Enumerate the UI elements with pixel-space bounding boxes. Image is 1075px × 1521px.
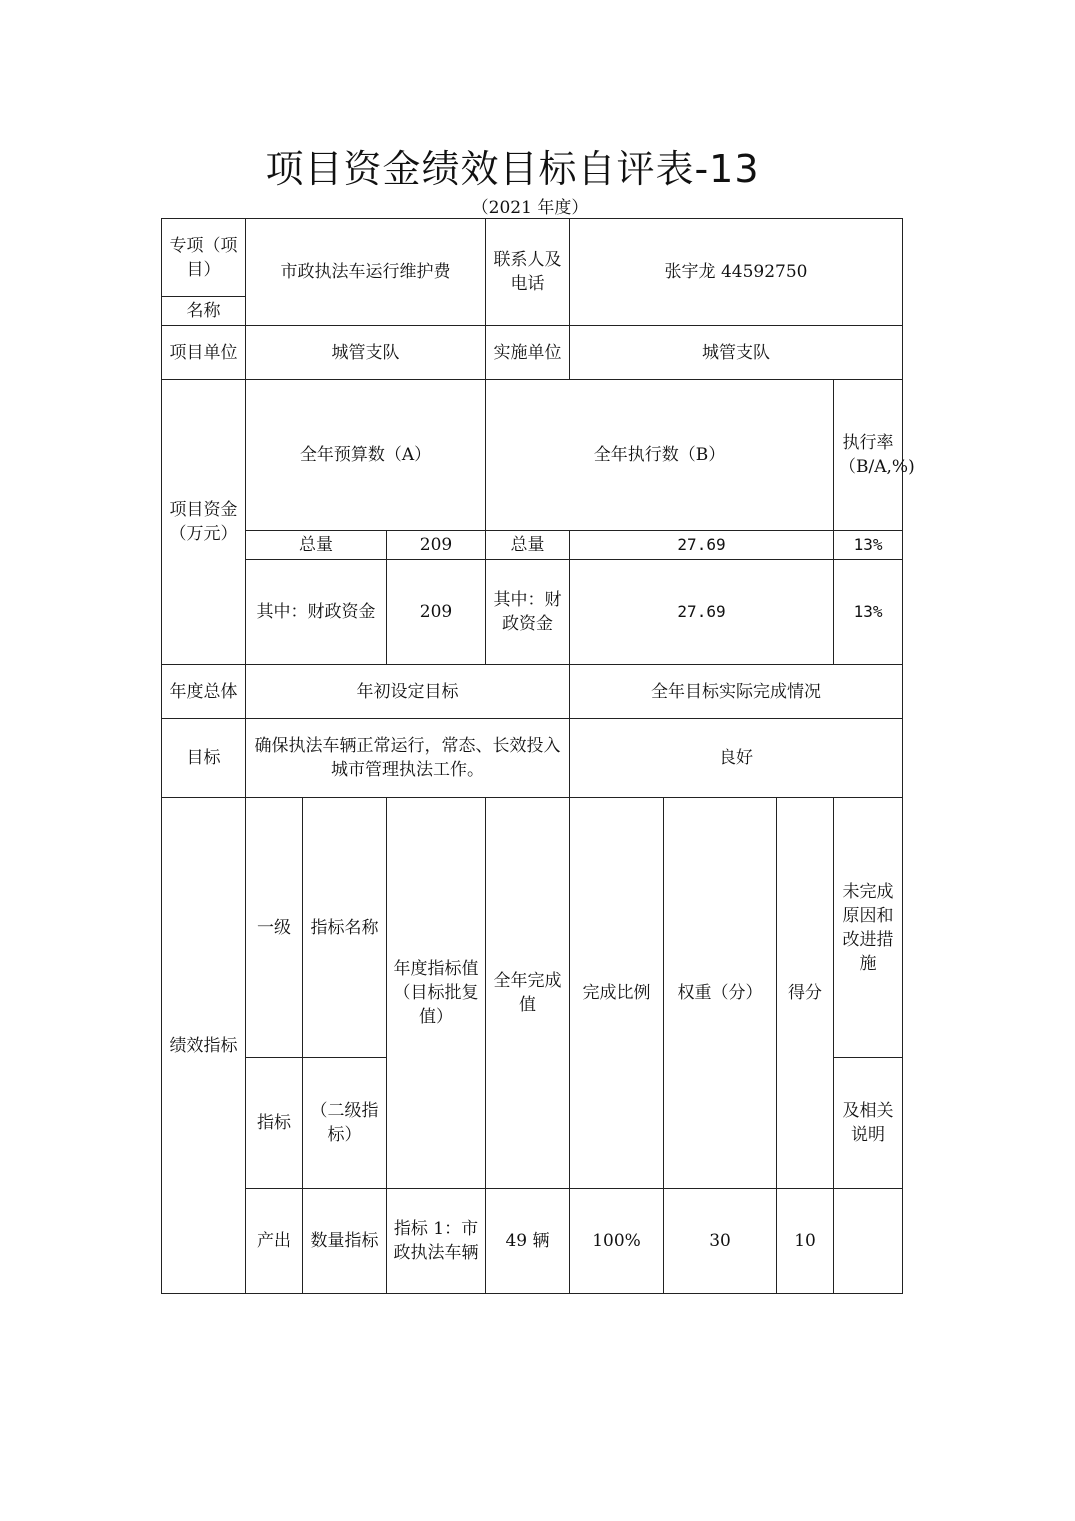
rate-header: 执行率（B/A,%) xyxy=(839,433,915,477)
unit-value-cell xyxy=(246,326,486,380)
fiscal-exec-label-cell xyxy=(486,560,570,665)
contact-value-cell xyxy=(570,219,903,326)
unit-label: 项目单位 xyxy=(169,342,238,363)
total-budget-cell xyxy=(387,531,486,560)
unit-label-cell xyxy=(162,326,246,380)
project-label: 专项（项目） xyxy=(169,235,238,280)
actual-goal-header-cell xyxy=(570,665,903,719)
goal-label-b: 目标 xyxy=(186,748,221,768)
col-weight: 权重（分） xyxy=(677,983,763,1003)
contact-label-cell xyxy=(486,219,570,326)
contact-value: 张宇龙 44592750 xyxy=(664,262,808,282)
col-score: 得分 xyxy=(788,983,823,1003)
row-target-cell xyxy=(387,1189,486,1294)
fiscal-exec-cell xyxy=(570,560,834,665)
initial-goal-value: 确保执法车辆正常运行，常态、长效投入城市管理执法工作。 xyxy=(254,736,561,780)
actual-goal-header: 全年目标实际完成情况 xyxy=(651,681,822,702)
project-label-cell xyxy=(162,219,246,297)
goal-label-a-cell xyxy=(162,665,246,719)
row-target: 指标 1：市政执法车辆 xyxy=(393,1219,479,1263)
fiscal-exec: 27.69 xyxy=(677,602,726,621)
actual-goal-value: 良好 xyxy=(719,748,754,768)
total-rate: 13% xyxy=(853,535,883,554)
table-row xyxy=(162,1189,903,1294)
fiscal-label-cell xyxy=(246,560,387,665)
row-score: 10 xyxy=(794,1231,816,1251)
funds-label-cell xyxy=(162,380,246,665)
col-name-cell xyxy=(303,798,387,1058)
total-rate-cell xyxy=(834,531,903,560)
performance-label: 绩效指标 xyxy=(169,1035,238,1056)
total-exec-label: 总量 xyxy=(510,535,545,555)
col-reason-cell xyxy=(834,798,903,1058)
project-name-cell xyxy=(246,219,486,326)
col-level1-cell xyxy=(246,798,303,1058)
col-actual: 全年完成值 xyxy=(493,971,562,1015)
project-name: 市政执法车运行维护费 xyxy=(280,262,451,282)
col-actual-cell xyxy=(486,798,570,1189)
goal-label-a: 年度总体 xyxy=(169,681,238,702)
row-weight: 30 xyxy=(709,1231,731,1251)
col-ratio-cell xyxy=(570,798,664,1189)
col-score-cell xyxy=(777,798,834,1189)
row-ratio-cell xyxy=(570,1189,664,1294)
initial-goal-header-cell xyxy=(246,665,570,719)
impl-value-cell xyxy=(570,326,903,380)
budget-header-cell xyxy=(246,380,486,531)
exec-header: 全年执行数（B） xyxy=(593,445,726,465)
goal-label-b-cell xyxy=(162,719,246,798)
impl-label-cell xyxy=(486,326,570,380)
col-weight-cell xyxy=(664,798,777,1189)
col-reason: 未完成原因和改进措施 xyxy=(842,881,894,974)
row-level1-cell xyxy=(246,1189,303,1294)
total-exec-cell xyxy=(570,531,834,560)
fiscal-exec-label: 其中：财政资金 xyxy=(493,590,562,634)
initial-goal-value-cell xyxy=(246,719,570,798)
row-reason-cell xyxy=(834,1189,903,1294)
page-subtitle-year: （2021 年度） xyxy=(471,198,589,218)
project-label-b: 名称 xyxy=(186,301,221,321)
actual-goal-value-cell xyxy=(570,719,903,798)
col-name-b: （二级指标） xyxy=(310,1101,379,1145)
row-actual-cell xyxy=(486,1189,570,1294)
total-label-cell xyxy=(246,531,387,560)
col-reason-b: 及相关说明 xyxy=(842,1101,894,1145)
row-level2: 数量指标 xyxy=(310,1231,379,1251)
fiscal-budget: 209 xyxy=(419,602,453,622)
row-actual: 49 辆 xyxy=(505,1231,550,1251)
col-target: 年度指标值（目标批复值） xyxy=(393,959,479,1027)
unit-value: 城管支队 xyxy=(331,342,400,363)
page-title: 项目资金绩效目标自评表-13 xyxy=(265,147,760,191)
project-label-b-cell xyxy=(162,297,246,326)
col-name-b-cell xyxy=(303,1058,387,1189)
row-level2-cell xyxy=(303,1189,387,1294)
budget-header: 全年预算数（A） xyxy=(299,445,432,465)
col-level1-b: 指标 xyxy=(257,1113,291,1133)
total-exec-label-cell xyxy=(486,531,570,560)
impl-value: 城管支队 xyxy=(702,342,771,363)
col-reason-b-cell xyxy=(834,1058,903,1189)
total-label: 总量 xyxy=(299,535,333,555)
contact-label: 联系人及电话 xyxy=(493,250,562,294)
row-ratio: 100% xyxy=(592,1231,641,1251)
total-budget: 209 xyxy=(419,535,453,555)
fiscal-rate-cell xyxy=(834,560,903,665)
row-score-cell xyxy=(777,1189,834,1294)
initial-goal-header: 年初设定目标 xyxy=(356,681,459,702)
self-evaluation-table xyxy=(161,218,915,1294)
exec-header-cell xyxy=(486,380,834,531)
performance-label-cell xyxy=(162,798,246,1294)
col-name: 指标名称 xyxy=(310,917,379,938)
col-level1: 一级 xyxy=(257,917,291,938)
impl-label: 实施单位 xyxy=(493,342,562,363)
row-level1: 产出 xyxy=(257,1231,291,1251)
col-level1-b-cell xyxy=(246,1058,303,1189)
funds-label: 项目资金（万元） xyxy=(169,500,238,544)
row-weight-cell xyxy=(664,1189,777,1294)
total-exec: 27.69 xyxy=(677,535,726,554)
fiscal-budget-cell xyxy=(387,560,486,665)
col-target-cell xyxy=(387,798,486,1189)
fiscal-rate: 13% xyxy=(853,602,883,621)
rate-header-cell xyxy=(834,380,915,531)
col-ratio: 完成比例 xyxy=(582,983,651,1003)
fiscal-label: 其中：财政资金 xyxy=(256,602,376,622)
